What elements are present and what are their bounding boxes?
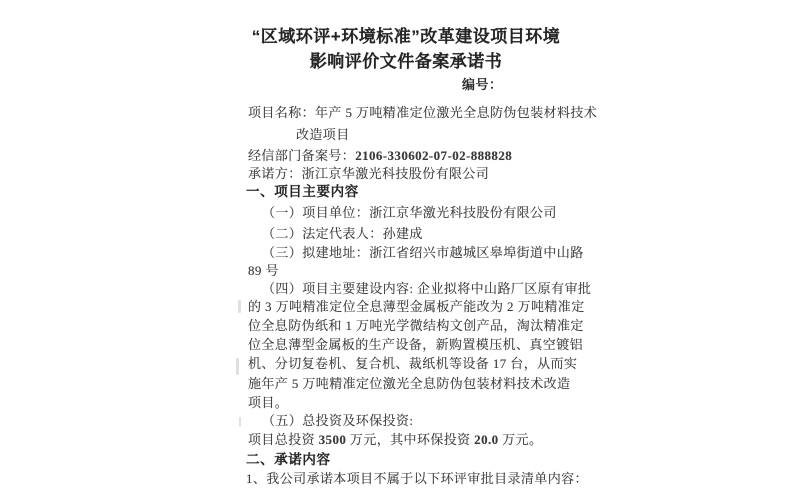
construction-content-line: 施年产 5 万吨精准定位激光全息防伪包装材料技术改造: [248, 376, 571, 391]
construction-content-line: （四）项目主要建设内容: 企业拟将中山路厂区原有审批: [262, 281, 592, 296]
construction-content-line: 位全息防伪纸和 1 万吨光学微结构文创产品，淘汰精准定: [248, 318, 584, 333]
investment-line: [248, 432, 542, 447]
construction-content-line: 机、分切复卷机、复合机、裁纸机等设备 17 台，从而实: [248, 356, 578, 371]
serial-number-label: 编号：: [462, 77, 503, 92]
legal-representative-line: （二）法定代表人：孙建成: [262, 226, 423, 241]
project-unit-line: （一）项目单位：浙江京华激光科技股份有限公司: [262, 205, 557, 220]
construction-content-line: 位全息薄型金属板的生产设备，新购置模压机、真空镀铝: [248, 337, 584, 352]
scan-artifact: [238, 300, 241, 313]
investment-heading-line: （五）总投资及环保投资:: [262, 413, 414, 428]
scan-artifact: [236, 358, 239, 375]
project-name-line2: 改造项目: [296, 127, 350, 142]
investment-total-value: 3500: [318, 432, 347, 447]
proposed-address-line1: （三）拟建地址：浙江省绍兴市越城区皋埠街道中山路: [262, 245, 584, 260]
investment-suffix: 万元。: [498, 432, 543, 447]
commitment-item-line: 1、我公司承诺本项目不属于以下环评审批目录清单内容：: [246, 471, 588, 486]
record-number-value: 2106-330602-07-02-888828: [355, 148, 513, 163]
promisor-line: 承诺方：浙江京华激光科技股份有限公司: [248, 166, 490, 181]
document-title-line2: 影响评价文件备案承诺书: [309, 52, 503, 71]
section-commitment-heading: 二、承诺内容: [246, 452, 331, 467]
investment-mid: 万元，其中环保投资: [346, 432, 475, 447]
investment-prefix: 项目总投资: [248, 432, 319, 447]
proposed-address-line2: 89 号: [248, 263, 279, 278]
scan-artifact: [239, 417, 241, 427]
record-number-label: 经信部门备案号：: [248, 148, 356, 163]
construction-content-line: 的 3 万吨精准定位全息薄型金属板产能改为 2 万吨精准定: [248, 299, 585, 314]
project-name-line1: 项目名称：年产 5 万吨精准定位激光全息防伪包装材料技术: [248, 105, 598, 120]
record-number-line: [248, 148, 512, 163]
investment-env-value: 20.0: [474, 432, 499, 447]
construction-content-line: 项目。: [248, 395, 289, 410]
document-title-line1: “区域环评+环境标准”改革建设项目环境: [251, 27, 561, 46]
section-project-heading: 一、项目主要内容: [246, 184, 359, 199]
